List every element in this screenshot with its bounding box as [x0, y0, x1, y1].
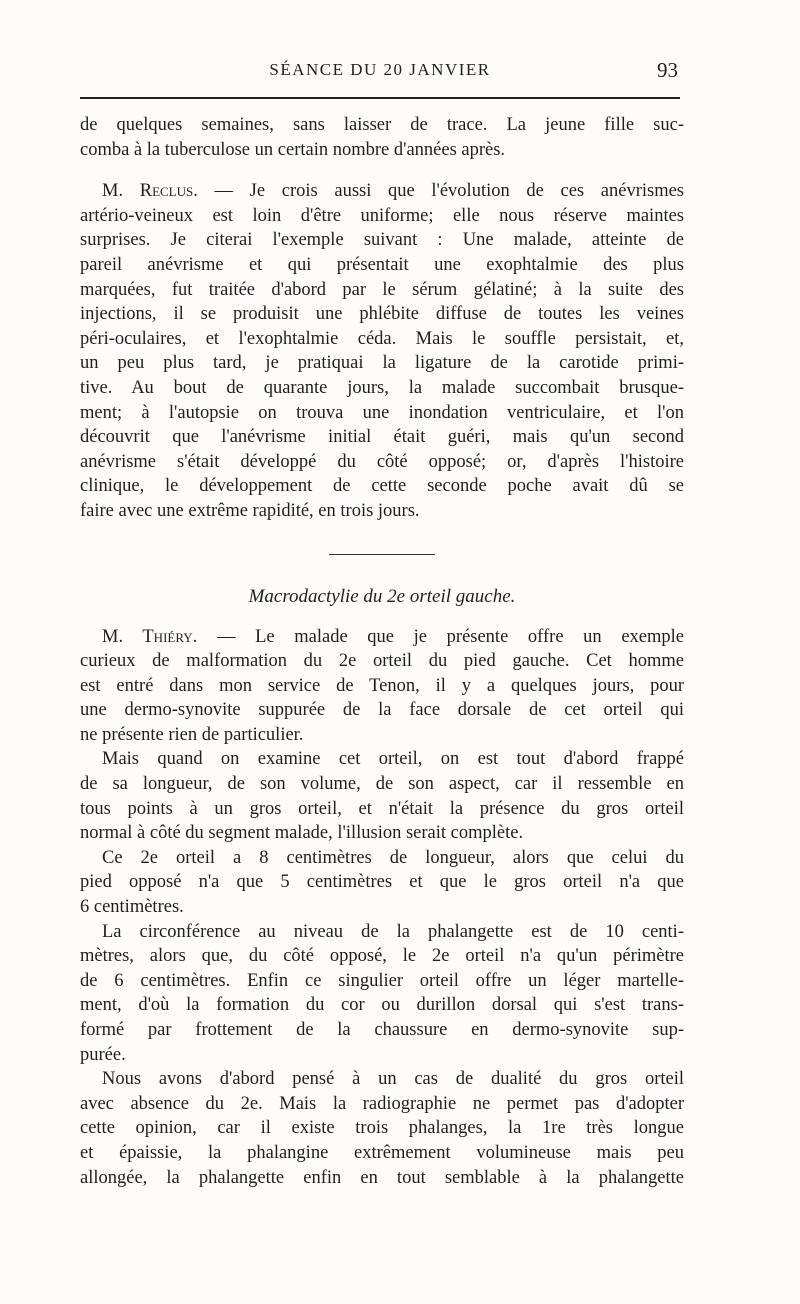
text-line: comba à la tuberculose un certain nombre d'années après.: [80, 139, 506, 160]
text-line: curieux de malformation du 2e orteil du pied gauche. Cet homme: [80, 651, 684, 672]
paragraph: [80, 179, 684, 523]
section-title: Macrodactylie du 2e orteil gauche.: [248, 585, 516, 607]
text-line: 6 centimètres.: [80, 897, 184, 918]
text-line: ment; à l'autopsie on trouva une inondation ventriculaire, et l'on: [80, 402, 684, 423]
text-line: anévrisme s'était développé du côté opposé; or, d'après l'histoire: [80, 451, 684, 472]
paragraph: [80, 113, 684, 162]
running-header: [80, 60, 680, 86]
text-fragment: — Je crois aussi que l'évolution de ces anévrismes: [197, 181, 684, 202]
text-line: formé par frottement de la chaussure en dermo-synovite sup-: [80, 1020, 684, 1040]
header-rule: [80, 97, 680, 99]
speaker-name: M. Reclus.: [102, 181, 198, 202]
text-line: La circonférence au niveau de la phalangette est de 10 centi-: [102, 921, 684, 942]
text-line: allongée, la phalangette enfin en tout semblable à la phalangette: [80, 1167, 684, 1188]
text-line: [80, 625, 684, 650]
text-line: mètres, alors que, du côté opposé, le 2e orteil n'a qu'un périmètre: [80, 946, 684, 967]
text-line: un peu plus tard, je pratiquai la ligature de la carotide primi-: [80, 353, 684, 374]
text-line: ne présente rien de particulier.: [80, 724, 304, 745]
text-line: faire avec une extrême rapidité, en trois jours.: [80, 500, 420, 521]
speaker-name: M. Thiéry.: [102, 626, 198, 647]
text-line: normal à côté du segment malade, l'illusion serait complète.: [80, 823, 524, 844]
text-line: Nous avons d'abord pensé à un cas de dualité du gros orteil: [102, 1069, 684, 1090]
text-line: [80, 179, 684, 204]
text-line: de 6 centimètres. Enfin ce singulier orteil offre un léger martelle-: [80, 970, 684, 991]
paragraph: [80, 846, 684, 920]
text-line: Mais quand on examine cet orteil, on est tout d'abord frappé: [102, 749, 684, 770]
header-title: SÉANCE DU 20 JANVIER: [269, 60, 491, 79]
text-line: et épaissie, la phalangine extrêmement volumineuse mais peu: [80, 1142, 684, 1163]
text-line: de sa longueur, de son volume, de son aspect, car il ressemble en: [80, 774, 684, 795]
paragraph: [80, 920, 684, 1068]
text-line: ment, d'où la formation du cor ou durillon dorsal qui s'est trans-: [80, 995, 684, 1016]
text-line: avec absence du 2e. Mais la radiographie ne permet pas d'adopter: [80, 1093, 684, 1114]
text-line: tous points à un gros orteil, et n'était la présence du gros orteil: [80, 798, 684, 819]
text-line: est entré dans mon service de Tenon, il y a quelques jours, pour: [80, 675, 684, 696]
text-line: une dermo-synovite suppurée de la face dorsale de cet orteil qui: [80, 700, 684, 721]
text-fragment: — Le malade que je présente offre un exemple: [197, 626, 684, 647]
text-line: surprises. Je citerai l'exemple suivant : Une malade, atteinte de: [80, 230, 684, 251]
paragraph: [80, 747, 684, 845]
text-line: de quelques semaines, sans laisser de trace. La jeune fille suc-: [80, 115, 684, 135]
text-line: pied opposé n'a que 5 centimètres et que le gros orteil n'a que: [80, 872, 684, 893]
text-line: péri-oculaires, et l'exophtalmie céda. Mais le souffle persistait, et,: [80, 328, 684, 349]
text-line: pareil anévrisme et qui présentait une exophtalmie des plus: [80, 254, 684, 275]
text-line: marquées, fut traitée d'abord par le sérum gélatiné; à la suite des: [80, 279, 684, 300]
paragraph: [80, 625, 684, 748]
text-line: cette opinion, car il existe trois phalanges, la 1re très longue: [80, 1118, 684, 1139]
body-text: [80, 113, 684, 1190]
text-line: clinique, le développement de cette seconde poche avait dû se: [80, 476, 684, 497]
text-line: tive. Au bout de quarante jours, la malade succombait brusque-: [80, 377, 684, 398]
page-number: 93: [657, 58, 678, 82]
text-line: purée.: [80, 1044, 126, 1065]
text-line: injections, il se produisit une phlébite diffuse de toutes les veines: [80, 304, 684, 325]
text-line: artério-veineux est loin d'être uniforme; elle nous réserve maintes: [80, 205, 684, 226]
text-line: découvrit que l'anévrisme initial était guéri, mais qu'un second: [80, 427, 684, 448]
text-line: Ce 2e orteil a 8 centimètres de longueur, alors que celui du: [102, 847, 684, 868]
paragraph: [80, 1067, 684, 1190]
